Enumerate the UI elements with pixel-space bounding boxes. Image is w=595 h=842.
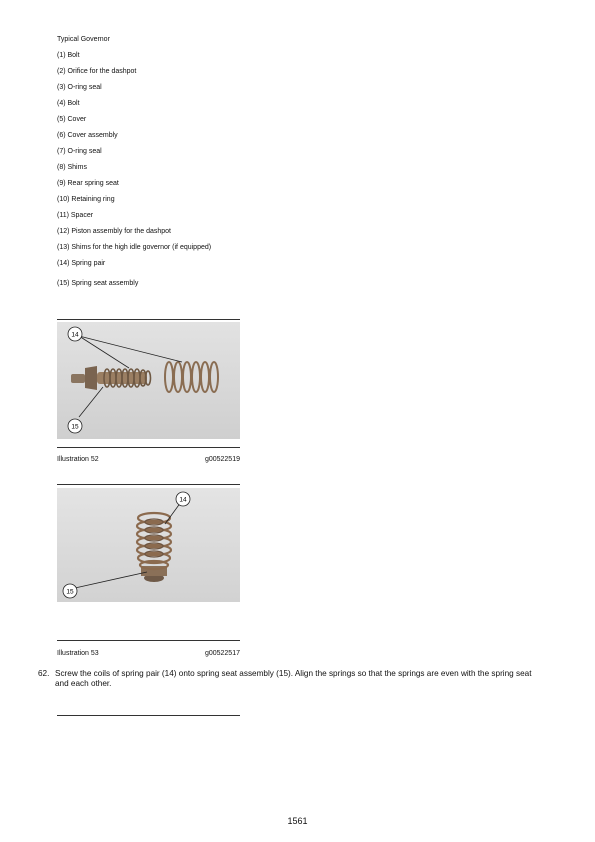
legend-item: (1) Bolt (57, 52, 80, 59)
step-number: 62. (38, 669, 50, 678)
legend-item: (6) Cover assembly (57, 132, 118, 139)
legend-item: (2) Orifice for the dashpot (57, 68, 137, 75)
caption-illustration-53 (57, 650, 240, 657)
legend-item: (14) Spring pair (57, 260, 106, 267)
callout-14-label: 14 (179, 496, 187, 504)
callout-15-icon (63, 584, 77, 598)
illustration-code: g00522519 (204, 456, 240, 463)
legend-item: (3) O-ring seal (57, 84, 102, 91)
rule-top-illustration-53 (57, 484, 240, 485)
illustration-label: Illustration 53 (57, 650, 99, 657)
illustration-label: Illustration 52 (57, 456, 99, 463)
step-text: Screw the coils of spring pair (14) onto spring seat assembly (15). Align the springs so that the springs are even with the spring seat and each other. (55, 669, 532, 688)
legend-title: Typical Governor (57, 36, 110, 43)
rule-bottom-illustration-53 (57, 640, 240, 641)
legend-item: (13) Shims for the high idle governor (if equipped) (57, 244, 212, 251)
legend-item: (15) Spring seat assembly (57, 280, 139, 287)
caption-illustration-52 (57, 456, 240, 463)
callout-14-icon (176, 492, 190, 506)
parts-legend (57, 32, 211, 292)
rule-bottom-illustration-52 (57, 447, 240, 448)
callout-15-label: 15 (66, 588, 74, 596)
callout-15-icon (68, 419, 82, 433)
callout-14-label: 14 (71, 331, 79, 339)
callout-14-icon (68, 327, 82, 341)
illustration-52-photo (57, 322, 240, 439)
callout-15-label: 15 (71, 423, 79, 431)
illustration-code: g00522517 (204, 650, 240, 657)
legend-item: (11) Spacer (57, 212, 94, 219)
page-number: 1561 (287, 816, 308, 826)
legend-item: (8) Shims (57, 164, 87, 171)
illustration-53-photo (57, 488, 240, 602)
legend-item: (12) Piston assembly for the dashpot (57, 228, 172, 235)
legend-item: (4) Bolt (57, 100, 80, 107)
legend-item: (5) Cover (57, 116, 87, 123)
rule-after-step (57, 715, 240, 716)
legend-item: (7) O-ring seal (57, 148, 102, 155)
legend-item: (9) Rear spring seat (57, 180, 119, 187)
rule-top-illustration-52 (57, 319, 240, 320)
legend-item: (10) Retaining ring (57, 196, 115, 203)
